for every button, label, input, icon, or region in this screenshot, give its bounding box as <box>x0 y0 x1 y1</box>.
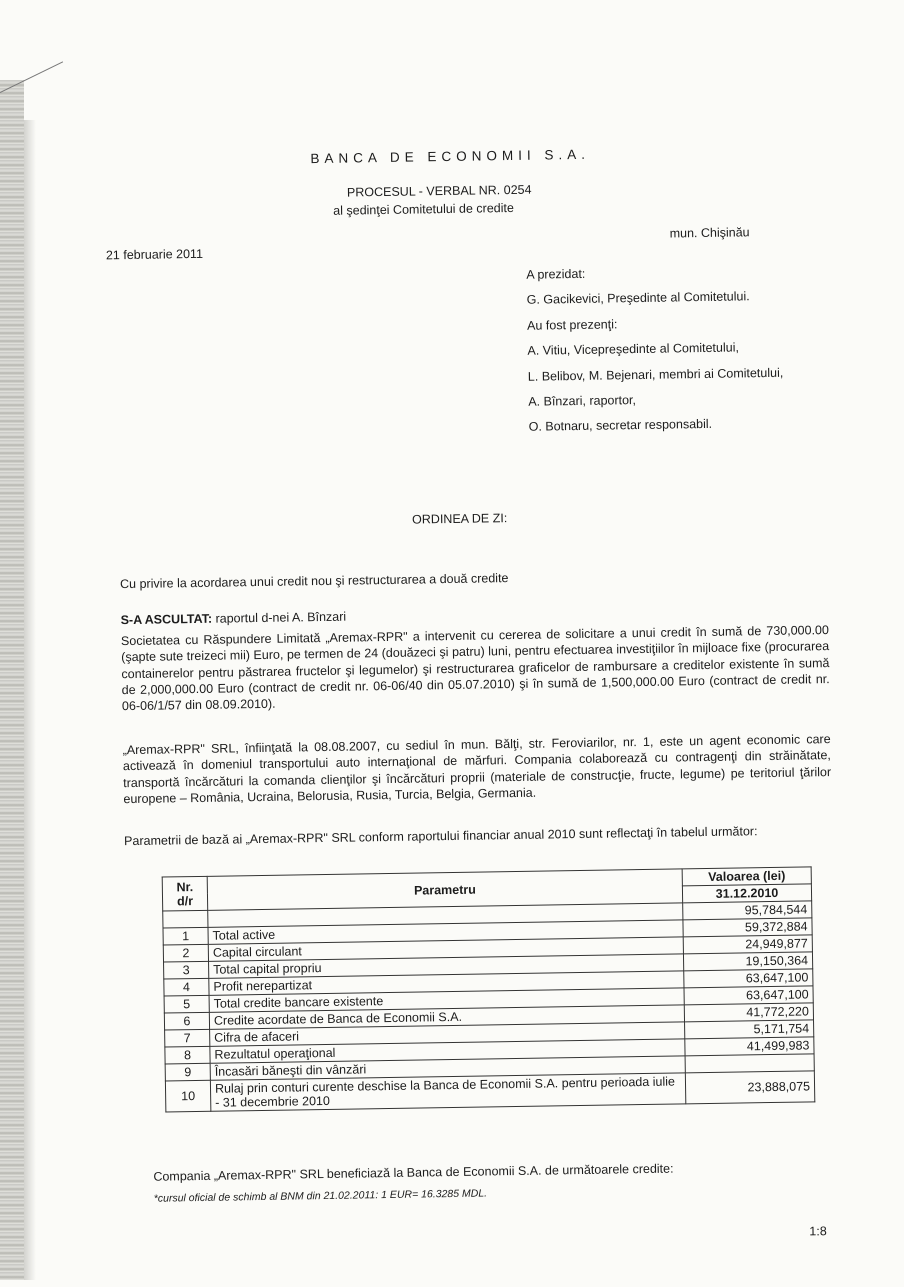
row-number: 10 <box>165 1080 210 1112</box>
financial-table <box>162 866 816 1112</box>
value-cell: 5,171,754 <box>685 1020 814 1039</box>
exchange-rate-note: *cursul oficial de schimb al BNM din 21.02.2011: 1 EUR= 16.3285 MDL. <box>153 1187 488 1205</box>
protocol-title: PROCESUL - VERBAL NR. 0254 <box>346 182 532 200</box>
heard-text: raportul d-nei A. Bînzari <box>211 609 347 626</box>
value-cell: 95,784,544 <box>683 901 812 920</box>
paragraph-company: „Aremax-RPR" SRL, înfiinţată la 08.08.2007, cu sediul în mun. Bălţi, str. Feroviarilor, nr. 1, este un agent economic care activează în domeniul transportului auto internaţional de mărfuri. Compania colaborează cu contragenţi din străinătate, transportă încărcături la comanda clienţilor şi încărcături proprii (materiale de construcţie, fructe, legume) pe teritoriul ţărilor europene – România, Ucraina, Belorusia, Rusia, Turcia, Belgia, Germania. <box>122 732 832 806</box>
param-cell: Credite acordate de Banca de Economii S.A. <box>209 1005 684 1029</box>
value-cell: 19,150,364 <box>683 952 812 971</box>
value-cell: 24,949,877 <box>683 935 812 954</box>
value-cell: 41,772,220 <box>684 1003 813 1022</box>
page-number: 1:8 <box>809 1224 827 1239</box>
bank-name: BANCA DE ECONOMII S.A. <box>310 146 591 167</box>
value-cell: 41,499,983 <box>685 1037 814 1056</box>
param-cell: Total active <box>208 920 683 944</box>
attendance-line: A. Bînzari, raportor, <box>528 392 637 409</box>
meeting-subtitle: al şedinţei Comitetului de credite <box>333 200 514 218</box>
row-number: 2 <box>163 944 208 962</box>
agenda-item: Cu privire la acordarea unui credit nou şi restructurarea a două credite <box>119 571 509 592</box>
param-cell: Profit nerepartizat <box>209 971 684 995</box>
document-city: mun. Chişinău <box>669 225 750 241</box>
col-value-header: Valoarea (lei) <box>682 867 811 886</box>
attendance-line: G. Gacikevici, Preşedinte al Comitetului. <box>526 289 750 308</box>
row-number: 7 <box>165 1029 210 1047</box>
col-param-header: Parametru <box>207 869 682 910</box>
attendance-line: A prezidat: <box>526 266 586 282</box>
row-number: 1 <box>163 927 208 945</box>
param-cell: Total capital propriu <box>209 954 684 978</box>
param-cell: Rezultatul operaţional <box>210 1039 685 1063</box>
value-cell: 59,372,884 <box>683 918 812 937</box>
value-cell: 63,647,100 <box>684 986 813 1005</box>
col-nr-header: Nr. d/r <box>162 876 208 911</box>
attendance-line: Au fost prezenţi: <box>526 317 618 333</box>
value-cell <box>685 1054 814 1073</box>
paragraph-table-intro: Parametrii de bază ai „Aremax-RPR" SRL conform raportului financiar anual 2010 sunt reflectaţi în tabelul următor: <box>124 824 758 849</box>
row-number: 5 <box>164 995 209 1013</box>
param-cell: Total credite bancare existente <box>209 988 684 1012</box>
attendance-line: O. Botnaru, secretar responsabil. <box>528 417 713 434</box>
row-number: 6 <box>164 1012 209 1030</box>
attendance-line: A. Vitiu, Vicepreşedinte al Comitetului, <box>527 340 740 358</box>
param-cell: Rulaj prin conturi curente deschise la Banca de Economii S.A. pentru perioada iulie - 31 decembrie 2010 <box>210 1073 685 1111</box>
param-cell: Cifra de afaceri <box>210 1022 685 1046</box>
row-number: 9 <box>165 1063 210 1081</box>
credits-intro: Compania „Aremax-RPR" SRL beneficiază la Banca de Economii S.A. de următoarele credite: <box>153 1161 674 1184</box>
attendance-line: L. Belibov, M. Bejenari, membri ai Comitetului, <box>527 365 784 384</box>
value-cell: 63,647,100 <box>684 969 813 988</box>
heard-line <box>121 610 347 628</box>
row-number: 8 <box>165 1046 210 1064</box>
param-cell: Capital circulant <box>208 937 683 961</box>
attendance-list <box>526 261 829 443</box>
col-date-header: 31.12.2010 <box>682 884 811 903</box>
agenda-title: ORDINEA DE ZI: <box>411 511 508 527</box>
heard-label: S-A ASCULTAT: <box>120 611 213 628</box>
document-date: 21 februarie 2011 <box>105 246 204 263</box>
param-cell: Încasări băneşti din vânzări <box>210 1056 685 1080</box>
value-cell: 23,888,075 <box>685 1071 814 1104</box>
paragraph-request: Societatea cu Răspundere Limitată „Aremax-RPR" a intervenit cu cererea de solicitare a unui credit în sumă de 730,000.00 (şapte sute treizeci mii) Euro, pe termen de 24 (douăzeci şi patru) luni, pentru efectuarea investiţiilor în mijloace fixe (procurarea containerelor pentru păstrarea fructelor şi legumelor) şi restructurarea graficelor de rambursare a creditelor existente în sumă de 2,000,000.00 Euro (contract de credit nr. 06-06/40 din 05.07.2010) şi în sumă de 1,500,000.00 Euro (contract de credit nr. 06-06/1/57 din 08.09.2010). <box>120 623 830 714</box>
row-number: 3 <box>164 961 209 979</box>
row-number: 4 <box>164 978 209 996</box>
